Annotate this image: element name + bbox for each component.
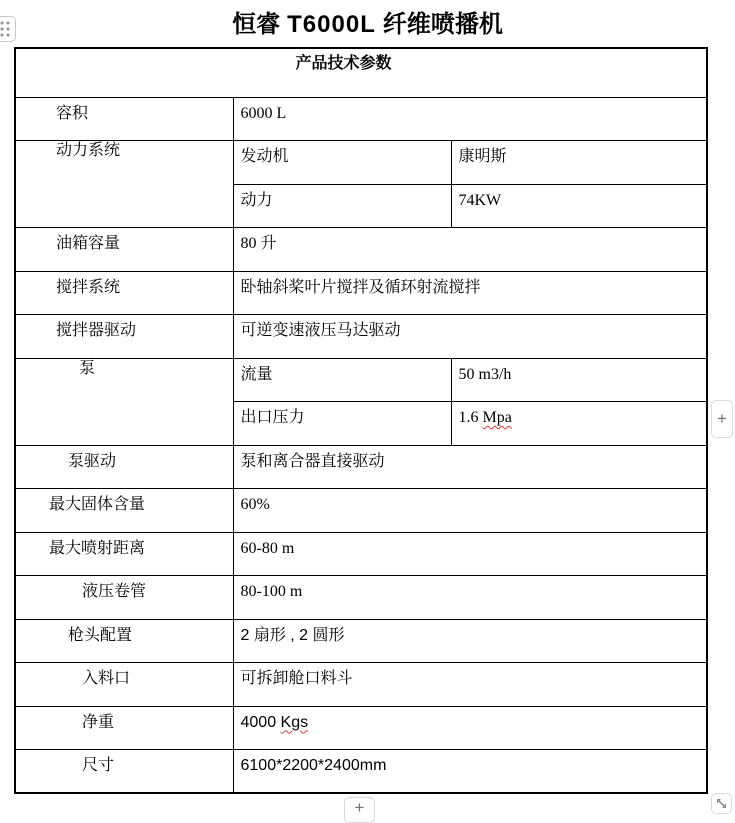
- spec-value-cell[interactable]: 康明斯: [451, 141, 707, 185]
- spec-label-cell[interactable]: 泵驱动: [15, 445, 233, 489]
- spec-label-cell[interactable]: 最大喷射距离: [15, 532, 233, 576]
- misspelled-word: Mpa: [482, 409, 512, 426]
- spec-label-cell[interactable]: 动力系统: [15, 141, 233, 228]
- spec-label-cell[interactable]: 搅拌器驱动: [15, 315, 233, 359]
- spec-label-cell[interactable]: 尺寸: [15, 750, 233, 794]
- spec-value-cell[interactable]: 6100*2200*2400mm: [233, 750, 707, 794]
- spec-value-cell[interactable]: [451, 402, 707, 446]
- document-title[interactable]: [0, 4, 735, 39]
- spec-value-cell[interactable]: 2 扇形 , 2 圆形: [233, 619, 707, 663]
- table-row: [15, 619, 707, 663]
- plus-icon: +: [354, 798, 365, 817]
- spec-value-cell[interactable]: 60-80 m: [233, 532, 707, 576]
- table-row: [15, 228, 707, 272]
- table-add-column-button[interactable]: [711, 400, 733, 438]
- spec-sublabel-cell[interactable]: 流量: [233, 358, 451, 402]
- spec-label-cell[interactable]: 容积: [15, 97, 233, 141]
- spec-value-cell[interactable]: 可拆卸舱口料斗: [233, 663, 707, 707]
- table-row: [15, 358, 707, 402]
- spec-label-cell[interactable]: 净重: [15, 706, 233, 750]
- document-title-suffix: 纤维喷播机: [382, 12, 503, 38]
- table-row: [15, 271, 707, 315]
- grip-dots-icon: [0, 20, 12, 38]
- spec-label-cell[interactable]: 搅拌系统: [15, 271, 233, 315]
- table-row: [15, 315, 707, 359]
- spec-label-cell[interactable]: 液压卷管: [15, 576, 233, 620]
- table-add-row-button[interactable]: [344, 797, 375, 823]
- table-row: [15, 706, 707, 750]
- spec-value-cell[interactable]: 50 m3/h: [451, 358, 707, 402]
- table-row: [15, 97, 707, 141]
- misspelled-word: Kgs: [280, 713, 309, 731]
- table-row: [15, 532, 707, 576]
- table-row: [15, 750, 707, 794]
- spec-label-cell[interactable]: 油箱容量: [15, 228, 233, 272]
- spec-value-cell[interactable]: 可逆变速液压马达驱动: [233, 315, 707, 359]
- spec-sublabel-cell[interactable]: 动力: [233, 184, 451, 228]
- spec-sublabel-cell[interactable]: 发动机: [233, 141, 451, 185]
- spec-value-cell[interactable]: 泵和离合器直接驱动: [233, 445, 707, 489]
- spec-value-cell[interactable]: 74KW: [451, 184, 707, 228]
- spec-label-cell[interactable]: 最大固体含量: [15, 489, 233, 533]
- spec-table: [14, 47, 708, 794]
- resize-diagonal-icon: [716, 798, 727, 809]
- value-text: 4000: [240, 713, 281, 731]
- table-move-handle[interactable]: [0, 16, 16, 42]
- spec-value-cell[interactable]: 6000 L: [233, 97, 707, 141]
- table-row: [15, 445, 707, 489]
- plus-icon: +: [717, 409, 727, 428]
- spec-label-cell[interactable]: 入料口: [15, 663, 233, 707]
- document-title-prefix: 恒睿: [232, 12, 281, 38]
- document-title-model: T6000L: [287, 11, 376, 38]
- table-row: [15, 141, 707, 185]
- spec-value-cell[interactable]: 60%: [233, 489, 707, 533]
- spec-sublabel-cell[interactable]: 出口压力: [233, 402, 451, 446]
- table-row: [15, 489, 707, 533]
- spec-value-cell[interactable]: 80 升: [233, 228, 707, 272]
- spec-value-cell[interactable]: 卧轴斜桨叶片搅拌及循环射流搅拌: [233, 271, 707, 315]
- spec-value-cell[interactable]: [233, 706, 707, 750]
- table-row: [15, 663, 707, 707]
- table-header-cell[interactable]: 产品技术参数: [15, 48, 707, 97]
- spec-label-cell[interactable]: 泵: [15, 358, 233, 445]
- table-row: [15, 48, 707, 97]
- spec-label-cell[interactable]: 枪头配置: [15, 619, 233, 663]
- spec-value-cell[interactable]: 80-100 m: [233, 576, 707, 620]
- table-row: [15, 576, 707, 620]
- table-resize-handle[interactable]: [711, 793, 732, 814]
- value-text: 1.6: [458, 409, 483, 426]
